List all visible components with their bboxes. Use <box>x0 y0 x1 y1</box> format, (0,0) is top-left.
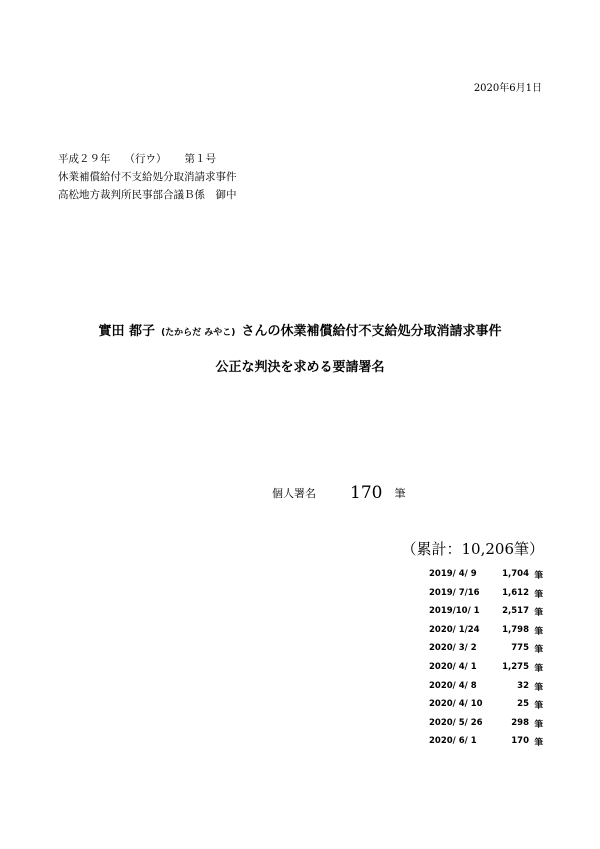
history-count: 1,275 <box>502 661 529 672</box>
history-row <box>393 662 543 681</box>
history-unit: 筆 <box>534 719 543 730</box>
history-count: 25 <box>517 699 529 710</box>
history-unit: 筆 <box>534 571 543 581</box>
case-number: 第１号 <box>184 153 216 165</box>
case-year: 平成２９年 <box>58 153 111 165</box>
history-row <box>393 699 543 718</box>
history-count: 2,517 <box>502 606 529 617</box>
history-unit: 筆 <box>534 701 543 712</box>
document-date: 2020年6月1日 <box>473 83 542 94</box>
history-date: 2020/ 6/ 1 <box>429 736 477 747</box>
history-row <box>393 643 543 662</box>
history-count: 170 <box>511 736 529 747</box>
history-count: 1,612 <box>502 587 529 598</box>
plaintiff-name: 實田 都子 <box>98 324 156 339</box>
subtitle: 公正な判決を求める要請署名 <box>215 360 385 375</box>
history-row <box>393 625 543 644</box>
case-type: （行ウ） <box>124 153 167 165</box>
history-unit: 筆 <box>534 682 543 693</box>
history-date: 2020/ 3/ 2 <box>429 643 477 654</box>
signature-label: 個人署名 <box>272 487 316 500</box>
signature-count: 170 <box>350 483 383 503</box>
history-unit: 筆 <box>534 663 543 674</box>
signature-count-row <box>272 482 405 502</box>
history-count: 775 <box>511 643 529 654</box>
signature-unit: 筆 <box>394 487 406 500</box>
history-count: 1,704 <box>502 569 529 579</box>
history-count: 1,798 <box>502 624 529 635</box>
history-row <box>393 681 543 700</box>
history-unit: 筆 <box>534 738 543 749</box>
history-count: 32 <box>517 680 529 691</box>
history-row <box>393 569 543 588</box>
title-rest: さんの休業補償給付不支給処分取消請求事件 <box>241 324 502 339</box>
history-date: 2020/ 1/24 <box>429 624 480 635</box>
history-date: 2020/ 4/ 1 <box>429 661 477 672</box>
history-count: 298 <box>511 717 529 728</box>
main-title <box>0 320 600 339</box>
history-date: 2020/ 5/ 26 <box>429 717 483 728</box>
history-date: 2019/ 4/ 9 <box>429 569 477 579</box>
history-unit: 筆 <box>534 589 543 600</box>
history-unit: 筆 <box>534 645 543 656</box>
history-row <box>393 606 543 625</box>
case-name: 休業補償給付不支給処分取消請求事件 <box>58 171 237 183</box>
history-date: 2019/ 7/16 <box>429 587 480 598</box>
plaintiff-name-kana: (たからだ みやこ) <box>161 328 236 338</box>
history-date: 2020/ 4/ 8 <box>429 680 477 691</box>
case-reference <box>58 151 216 166</box>
cumulative-total: （累計：10,206筆） <box>401 540 544 558</box>
history-row <box>393 736 543 755</box>
history-row <box>393 718 543 737</box>
submission-history <box>393 569 543 755</box>
history-date: 2020/ 4/ 10 <box>429 699 483 710</box>
history-unit: 筆 <box>534 626 543 637</box>
history-unit: 筆 <box>534 608 543 619</box>
history-date: 2019/10/ 1 <box>429 606 480 617</box>
history-row <box>393 588 543 607</box>
court-addressee: 高松地方裁判所民事部合議Ｂ係 御中 <box>58 189 237 201</box>
